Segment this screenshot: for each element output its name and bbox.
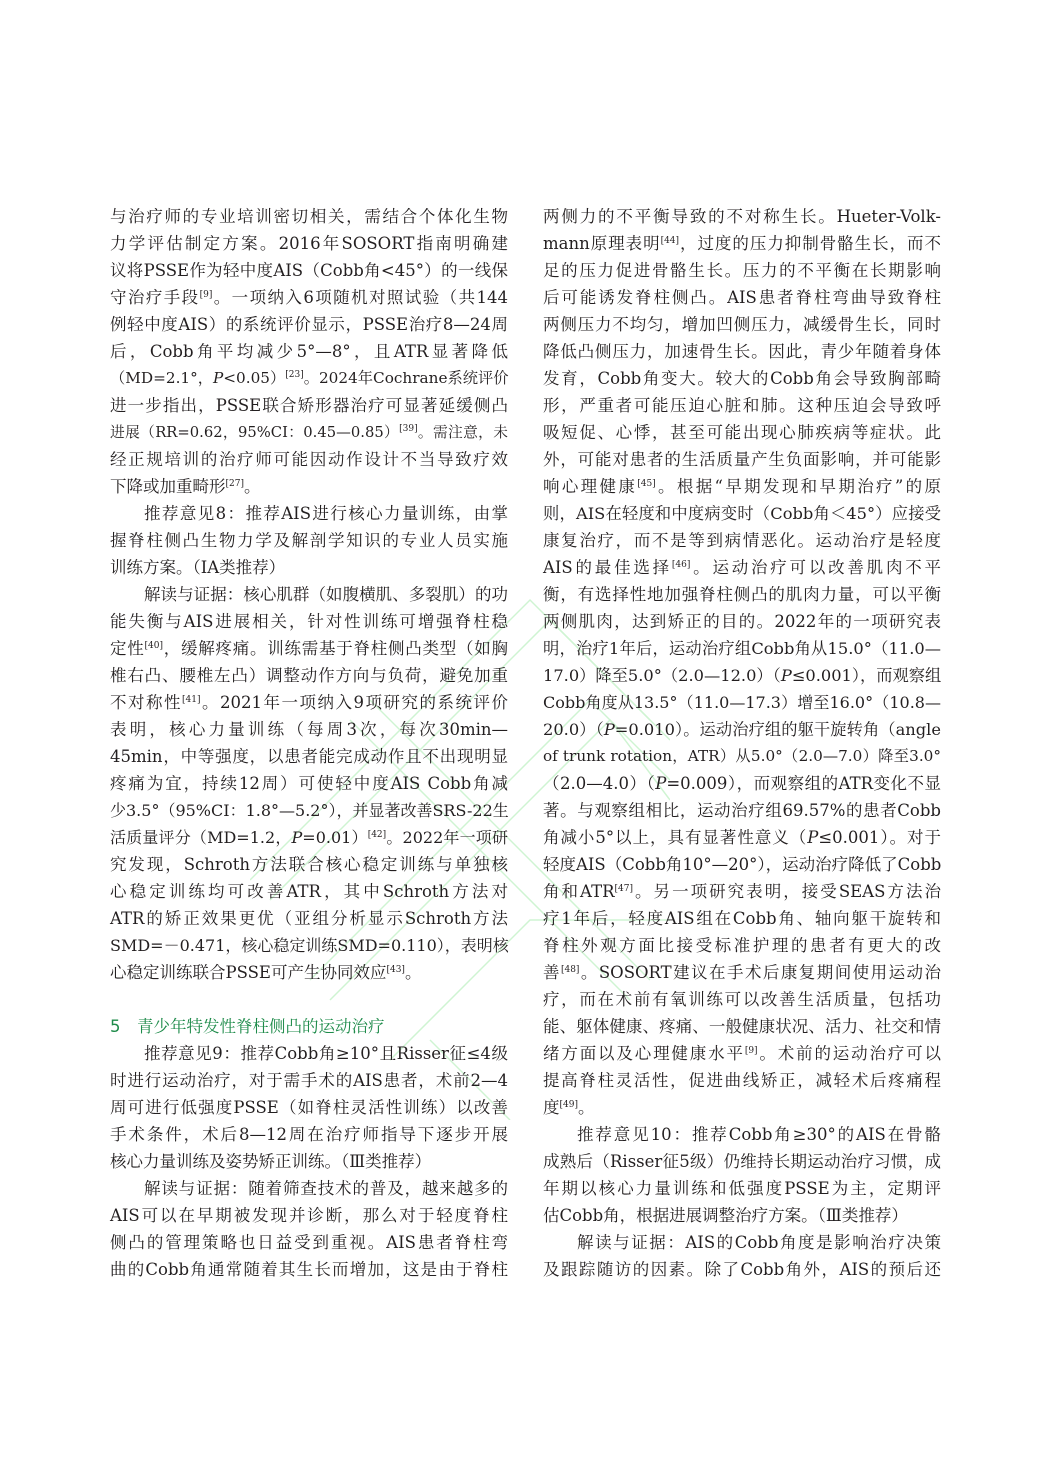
text-segment: AIS的最佳选择 bbox=[543, 558, 672, 577]
text-line bbox=[110, 338, 508, 365]
text-segment: 推荐意见8：推荐AIS进行核心力量训练，由掌 bbox=[144, 504, 508, 523]
text-segment: 。2024年Cochrane系统评价 bbox=[303, 369, 509, 387]
text-segment: 脊柱外观方面比接受标准护理的患者有更大的改 bbox=[543, 936, 941, 955]
citation-ref: [41] bbox=[182, 695, 201, 705]
text-segment: 疗1年后，轻度AIS组在Cobb角、轴向躯干旋转和 bbox=[543, 909, 941, 928]
text-line bbox=[543, 1121, 941, 1148]
text-line bbox=[110, 1067, 508, 1094]
text-segment: 。需注意，未 bbox=[417, 424, 509, 441]
text-line bbox=[543, 554, 941, 581]
text-line bbox=[543, 797, 941, 824]
text-line bbox=[110, 878, 508, 905]
text-line bbox=[110, 743, 508, 770]
text-segment: ，过度的压力抑制骨骼生长，而不 bbox=[679, 234, 941, 253]
text-line bbox=[543, 743, 941, 770]
text-segment: 。 bbox=[577, 1098, 595, 1117]
text-segment: =0.009），而观察组的ATR变化不显 bbox=[666, 774, 941, 793]
text-line bbox=[543, 419, 941, 446]
text-line bbox=[110, 392, 508, 419]
text-line bbox=[543, 716, 941, 743]
text-line bbox=[110, 446, 508, 473]
citation-ref: [42] bbox=[367, 830, 387, 840]
text-segment: 时进行运动治疗，对于需手术的AIS患者，术前2—4 bbox=[110, 1071, 508, 1090]
text-segment: 周可进行低强度PSSE（如脊柱灵活性训练）以改善 bbox=[110, 1098, 508, 1117]
text-line bbox=[543, 446, 941, 473]
text-segment: 衡，有选择性地加强脊柱侧凸的肌肉力量，可以平衡 bbox=[543, 585, 941, 604]
italic-symbol: P bbox=[655, 774, 667, 793]
text-line bbox=[110, 1256, 508, 1283]
text-line bbox=[543, 824, 941, 851]
text-line bbox=[110, 689, 508, 716]
text-segment: 20.0）（ bbox=[543, 720, 604, 739]
text-line bbox=[110, 473, 508, 500]
citation-ref: [39] bbox=[399, 424, 418, 434]
text-segment: 形，严重者可能压迫心脏和肺。这种压迫会导致呼 bbox=[543, 396, 941, 415]
text-segment: 17.0）降至5.0°（2.0—12.0）（ bbox=[543, 666, 781, 685]
text-segment: ，缓解疼痛。训练需基于脊柱侧凸类型（如胸 bbox=[163, 639, 509, 658]
text-line bbox=[110, 257, 508, 284]
text-segment: mann原理表明 bbox=[543, 234, 661, 253]
text-line bbox=[110, 770, 508, 797]
text-segment: ATR的矫正效果更优（亚组分析显示Schroth方法 bbox=[110, 909, 508, 928]
citation-ref: [49] bbox=[559, 1100, 578, 1110]
text-segment: 究发现，Schroth方法联合核心稳定训练与单独核 bbox=[110, 855, 508, 874]
text-segment: （2.0—4.0）（ bbox=[543, 774, 656, 793]
text-line bbox=[543, 1013, 941, 1040]
text-segment: SMD=－0.471，核心稳定训练SMD=0.110），表明核 bbox=[110, 936, 509, 955]
text-segment: 进展（RR=0.62，95%CI：0.45—0.85） bbox=[110, 424, 400, 441]
text-line bbox=[543, 851, 941, 878]
text-line bbox=[543, 1229, 941, 1256]
text-line bbox=[543, 1175, 941, 1202]
text-line bbox=[543, 1067, 941, 1094]
text-segment: 。2022年一项研 bbox=[386, 828, 508, 847]
text-line bbox=[543, 500, 941, 527]
citation-ref: [23] bbox=[285, 370, 304, 380]
text-segment: 不对称性 bbox=[110, 693, 183, 712]
text-segment: ≤0.001），而观察组 bbox=[791, 666, 942, 685]
citation-ref: [9] bbox=[744, 1046, 758, 1056]
text-line bbox=[110, 1121, 508, 1148]
text-segment: 响心理健康 bbox=[543, 477, 638, 496]
text-line bbox=[543, 1040, 941, 1067]
text-segment: 能失衡与AIS进展相关，针对性训练可增强脊柱稳 bbox=[110, 612, 508, 631]
citation-ref: [47] bbox=[614, 884, 633, 894]
text-segment: ≤0.001）。对于 bbox=[818, 828, 941, 847]
text-segment: AIS可以在早期被发现并诊断，那么对于轻度脊柱 bbox=[110, 1206, 508, 1225]
text-segment: 训练方案。（ⅠA类推荐） bbox=[110, 558, 286, 577]
text-line bbox=[543, 581, 941, 608]
text-line bbox=[110, 527, 508, 554]
text-segment: 。根据“早期发现和早期治疗”的原 bbox=[655, 477, 941, 496]
text-line bbox=[543, 635, 941, 662]
text-segment: 足的压力促进骨骼生长。压力的不平衡在长期影响 bbox=[543, 261, 941, 280]
text-line bbox=[110, 932, 508, 959]
text-line bbox=[543, 905, 941, 932]
text-line bbox=[543, 1148, 941, 1175]
text-segment: 例轻中度AIS）的系统评价显示，PSSE治疗8—24周 bbox=[110, 315, 508, 334]
text-segment: 能、躯体健康、疼痛、一般健康状况、活力、社交和情 bbox=[543, 1017, 941, 1036]
text-segment: of trunk rotation，ATR）从5.0°（2.0—7.0）降至3.0° bbox=[543, 747, 941, 765]
text-segment: 两侧力的不平衡导致的不对称生长。Hueter-Volk- bbox=[543, 207, 941, 226]
text-segment: 守治疗手段 bbox=[110, 288, 200, 307]
text-segment: 度 bbox=[543, 1098, 560, 1117]
text-segment: =0.010）。运动治疗组的躯干旋转角（angle bbox=[614, 720, 941, 739]
text-segment: 绪方面以及心理健康水平 bbox=[543, 1044, 745, 1063]
citation-ref: [43] bbox=[386, 965, 405, 975]
text-line bbox=[543, 770, 941, 797]
text-segment: 则，AIS在轻度和中度病变时（Cobb角＜45°）应接受 bbox=[543, 504, 941, 523]
text-line bbox=[110, 797, 508, 824]
text-segment: 。 bbox=[243, 477, 261, 496]
citation-ref: [45] bbox=[637, 479, 656, 489]
text-segment: 核心力量训练及姿势矫正训练。（Ⅲ类推荐） bbox=[110, 1152, 432, 1171]
text-segment: 疼痛为宜，持续12周）可使轻中度AIS Cobb角减 bbox=[110, 774, 508, 793]
text-line bbox=[110, 1148, 508, 1175]
text-segment: 推荐意见9：推荐Cobb角≥10°且Risser征≤4级 bbox=[144, 1044, 508, 1063]
citation-ref: [40] bbox=[144, 641, 163, 651]
text-line bbox=[543, 284, 941, 311]
text-line bbox=[110, 635, 508, 662]
text-segment: 进一步指出，PSSE联合矫形器治疗可显著延缓侧凸 bbox=[110, 396, 508, 415]
text-segment: 议将PSSE作为轻中度AIS（Cobb角<45°）的一线保 bbox=[110, 261, 508, 280]
text-segment: 手术条件，术后8—12周在治疗师指导下逐步开展 bbox=[110, 1125, 508, 1144]
text-line bbox=[543, 878, 941, 905]
text-line bbox=[543, 338, 941, 365]
text-segment: 提高脊柱灵活性，促进曲线矫正，减轻术后疼痛程 bbox=[543, 1071, 941, 1090]
text-line bbox=[110, 1202, 508, 1229]
text-segment: 及跟踪随访的因素。除了Cobb角外，AIS的预后还 bbox=[543, 1260, 941, 1279]
text-line bbox=[543, 230, 941, 257]
text-line bbox=[543, 392, 941, 419]
text-line bbox=[543, 689, 941, 716]
text-line bbox=[543, 1094, 941, 1121]
text-segment: =0.01） bbox=[302, 828, 368, 847]
text-line bbox=[110, 581, 508, 608]
text-line bbox=[543, 932, 941, 959]
text-line bbox=[543, 527, 941, 554]
text-segment: 表明，核心力量训练（每周3次，每次30min— bbox=[110, 720, 508, 739]
text-segment: 心稳定训练均可改善ATR，其中Schroth方法对 bbox=[110, 882, 508, 901]
text-segment: 降低凸侧压力，加速骨生长。因此，青少年随着身体 bbox=[543, 342, 941, 361]
italic-symbol: P bbox=[213, 369, 224, 387]
text-segment: 。SOSORT建议在手术后康复期间使用运动治 bbox=[579, 963, 942, 982]
left-column bbox=[110, 203, 508, 1283]
text-segment: 康复治疗，而不是等到病情恶化。运动治疗是轻度 bbox=[543, 531, 941, 550]
text-segment: 力学评估制定方案。2016年SOSORT指南明确建 bbox=[110, 234, 508, 253]
text-segment: 吸短促、心悸，甚至可能出现心肺疾病等症状。此 bbox=[543, 423, 941, 442]
text-line bbox=[543, 473, 941, 500]
text-segment: 曲的Cobb角通常随着其生长而增加，这是由于脊柱 bbox=[110, 1260, 508, 1279]
text-segment: 推荐意见10：推荐Cobb角≥30°的AIS在骨骼 bbox=[577, 1125, 941, 1144]
text-line bbox=[110, 716, 508, 743]
text-segment: 侧凸的管理策略也日益受到重视。AIS患者脊柱弯 bbox=[110, 1233, 508, 1252]
text-segment: 活质量评分（MD=1.2， bbox=[110, 828, 292, 847]
text-line bbox=[110, 500, 508, 527]
text-line bbox=[110, 1229, 508, 1256]
text-line bbox=[110, 1175, 508, 1202]
text-segment: 心稳定训练联合PSSE可产生协同效应 bbox=[110, 963, 387, 982]
text-line bbox=[543, 203, 941, 230]
text-line bbox=[543, 1202, 941, 1229]
text-segment: 角和ATR bbox=[543, 882, 615, 901]
italic-symbol: P bbox=[807, 828, 819, 847]
text-line bbox=[110, 554, 508, 581]
text-segment: 善 bbox=[543, 963, 561, 982]
citation-ref: [48] bbox=[560, 965, 580, 975]
text-line bbox=[110, 1094, 508, 1121]
text-segment: Cobb角度从13.5°（11.0—17.3）增至16.0°（10.8— bbox=[543, 693, 941, 712]
text-segment: 外，可能对患者的生活质量产生负面影响，并可能影 bbox=[543, 450, 941, 469]
text-line bbox=[110, 419, 508, 446]
italic-symbol: P bbox=[603, 720, 615, 739]
text-line bbox=[543, 608, 941, 635]
text-line bbox=[110, 851, 508, 878]
text-line bbox=[110, 608, 508, 635]
citation-ref: [44] bbox=[660, 236, 680, 246]
text-segment: 解读与证据：随着筛查技术的普及，越来越多的 bbox=[144, 1179, 508, 1198]
text-line bbox=[110, 959, 508, 986]
text-line bbox=[110, 365, 508, 392]
text-segment: 。运动治疗可以改善肌肉不平 bbox=[690, 558, 941, 577]
text-line bbox=[110, 905, 508, 932]
italic-symbol: P bbox=[780, 666, 792, 685]
right-column bbox=[543, 203, 941, 1283]
text-segment: 疗，而在术前有氧训练可以改善生活质量，包括功 bbox=[543, 990, 941, 1009]
text-segment: 角减小5°以上，具有显著性意义（ bbox=[543, 828, 808, 847]
text-segment: 与治疗师的专业培训密切相关，需结合个体化生物 bbox=[110, 207, 508, 226]
italic-symbol: P bbox=[291, 828, 303, 847]
text-segment: 。2021年一项纳入9项研究的系统评价 bbox=[200, 693, 509, 712]
text-segment: 发育，Cobb角变大。较大的Cobb角会导致胸部畸 bbox=[543, 369, 941, 388]
text-line bbox=[543, 662, 941, 689]
text-segment: 经正规培训的治疗师可能因动作设计不当导致疗效 bbox=[110, 450, 508, 469]
text-line bbox=[543, 365, 941, 392]
text-segment: 。一项纳入6项随机对照试验（共144 bbox=[212, 288, 509, 307]
text-line bbox=[110, 662, 508, 689]
text-segment: 握脊柱侧凸生物力学及解剖学知识的专业人员实施 bbox=[110, 531, 508, 550]
text-line bbox=[543, 1256, 941, 1283]
text-segment: 。术前的运动治疗可以 bbox=[757, 1044, 942, 1063]
text-segment: 明，治疗1年后，运动治疗组Cobb角从15.0°（11.0— bbox=[543, 639, 941, 658]
text-line bbox=[110, 1040, 508, 1067]
text-line bbox=[110, 230, 508, 257]
text-line bbox=[110, 824, 508, 851]
section-heading: 5 青少年特发性脊柱侧凸的运动治疗 bbox=[110, 1017, 385, 1036]
text-segment: 后，Cobb角平均减少5°—8°，且ATR显著降低 bbox=[110, 342, 508, 361]
text-segment: 解读与证据：核心肌群（如腹横肌、多裂肌）的功 bbox=[144, 585, 508, 604]
text-segment: 后可能诱发脊柱侧凸。AIS患者脊柱弯曲导致脊柱 bbox=[543, 288, 941, 307]
text-segment: 45min，中等强度，以患者能完成动作且不出现明显 bbox=[110, 747, 508, 766]
text-segment: 估Cobb角，根据进展调整治疗方案。（Ⅲ类推荐） bbox=[543, 1206, 908, 1225]
text-line bbox=[543, 959, 941, 986]
text-line bbox=[110, 284, 508, 311]
text-segment: 。另一项研究表明，接受SEAS方法治 bbox=[632, 882, 941, 901]
citation-ref: [46] bbox=[671, 560, 691, 570]
text-segment: 。 bbox=[404, 963, 422, 982]
text-segment: 成熟后（Risser征5级）仍维持长期运动治疗习惯，成 bbox=[543, 1152, 941, 1171]
citation-ref: [9] bbox=[199, 290, 213, 300]
text-segment: 少3.5°（95%CI：1.8°—5.2°），并显著改善SRS-22生 bbox=[110, 801, 509, 820]
text-segment: 年期以核心力量训练和低强度PSSE为主，定期评 bbox=[543, 1179, 941, 1198]
text-line bbox=[543, 986, 941, 1013]
text-segment: 轻度AIS（Cobb角10°—20°），运动治疗降低了Cobb bbox=[543, 855, 942, 874]
text-line bbox=[110, 311, 508, 338]
text-segment: 定性 bbox=[110, 639, 145, 658]
text-segment: 椎右凸、腰椎左凸）调整动作方向与负荷，避免加重 bbox=[110, 666, 508, 685]
text-segment: 解读与证据：AIS的Cobb角度是影响治疗决策 bbox=[577, 1233, 941, 1252]
text-line bbox=[543, 311, 941, 338]
citation-ref: [27] bbox=[225, 479, 244, 489]
text-line bbox=[110, 203, 508, 230]
text-segment: 两侧肌肉，达到矫正的目的。2022年的一项研究表 bbox=[543, 612, 941, 631]
text-segment: 两侧压力不均匀，增加凹侧压力，减缓骨生长，同时 bbox=[543, 315, 941, 334]
text-segment: （MD=2.1°， bbox=[110, 369, 213, 387]
text-segment: 著。与观察组相比，运动治疗组69.57%的患者Cobb bbox=[543, 801, 941, 820]
text-segment: 下降或加重畸形 bbox=[110, 477, 226, 496]
text-segment: <0.05） bbox=[223, 369, 286, 387]
text-line bbox=[543, 257, 941, 284]
